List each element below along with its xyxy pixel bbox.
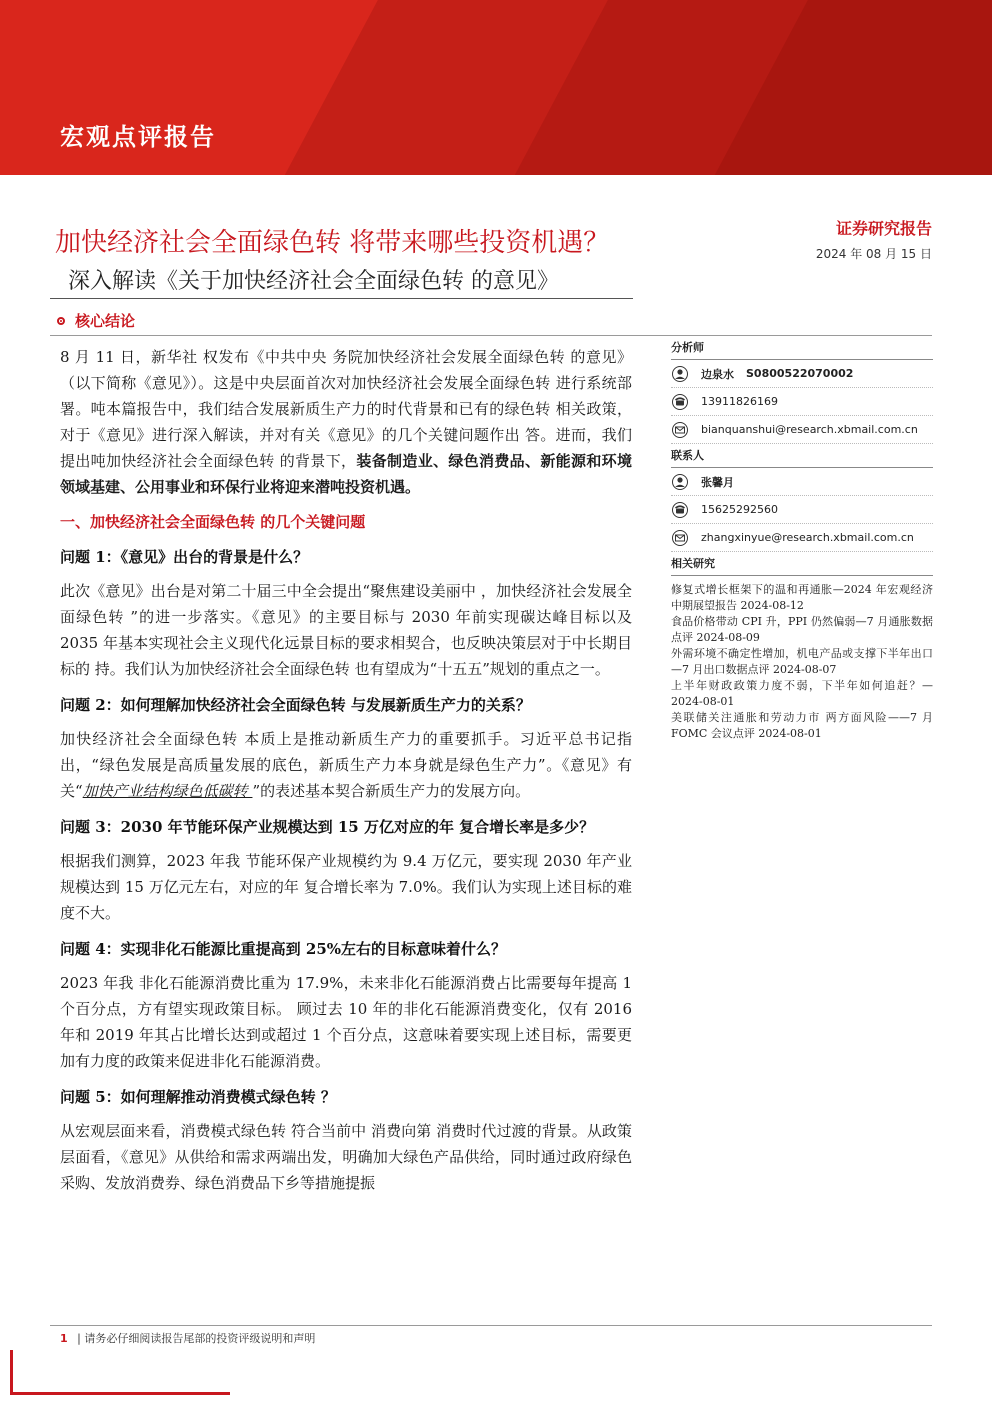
- related-item[interactable]: 上半年财政政策力度不弱，下半年如何追赶？— 2024-08-01: [671, 679, 933, 708]
- report-type: 证券研究报告: [835, 219, 932, 238]
- header-banner: [0, 0, 992, 175]
- analyst-phone-row: [671, 388, 933, 416]
- core-conclusion-heading: [57, 310, 135, 331]
- question-3: 问题 3：2030 年节能环保产业规模达到 15 万亿对应的年 复合增长率是多少？: [60, 818, 595, 836]
- answer-3: 根据我们测算，2023 年我 节能环保产业规模约为 9.4 万亿元，要实现 2030 年产业规模达到 15 万亿元左右，对应的年 复合增长率为 7.0%。我们认为实现上述目标的难度不大。: [60, 852, 632, 922]
- answer-1: 此次《意见》出台是对第二十届三中全会提出“聚焦建设美丽中 ，加快经济社会发展全面绿色转 ”的进一步落实。《意见》的主要目标与 2030 年前实现碳达峰目标以及 2035 年基本实现社会主义现代化远景目标的要求相契合，也反映决策层对于中长期目标的 持。我们认为加快经济社会全面绿色转 也有望成为“十五五”规划的重点之一。: [60, 582, 632, 678]
- person-icon: [671, 473, 689, 491]
- report-body: [60, 344, 632, 1196]
- intro-text: 8 月 11 日，新华社 权发布《中共中央 务院加快经济社会发展全面绿色转 的意见》（以下简称《意见》）。这是中央层面首次对加快经济社会发展全面绿色转 进行系统部署。吨本篇报告中，我们结合发展新质生产力的时代背景和已有的绿色转 相关政策，对于《意见》进行深入解读，并对有关《意见》的几个关键问题作出 答。进而，我们提出吨加快经济社会全面绿色转 的背景下，: [60, 348, 632, 470]
- intro-highlight: 装备制造业、绿色消费品、新能源和环境领域基建、公用事业和环保行业将迎来潜吨投资机遇。: [60, 452, 632, 496]
- answer-2-quote: 加快产业结构绿色低碳转: [82, 782, 253, 800]
- related-research-list: [671, 582, 933, 742]
- person-icon: [671, 365, 689, 383]
- answer-4: 2023 年我 非化石能源消费比重为 17.9%，未来非化石能源消费占比需要每年提高 1 个百分点，方有望实现政策目标。 顾过去 10 年的非化石能源消费变化，仅有 2016 年和 2019 年其占比增长达到或超过 1 个百分点，这意味着要实现上述目标，需要更加有力度的政策来促进非化石能源消费。: [60, 974, 632, 1070]
- answer-2: [60, 726, 632, 804]
- contact-heading: 联系人: [671, 444, 933, 468]
- question-5: 问题 5：如何理解推动消费模式绿色转 ？: [60, 1088, 336, 1106]
- analyst-email-row: [671, 416, 933, 444]
- answer-2-text: 加快经济社会全面绿色转 本质上是推动新质生产力的重要抓手。习近平总书记指出，“绿色发展是高质量发展的底色，新质生产力本身就是绿色生产力”。《意见》有关“: [60, 730, 632, 800]
- contact-email[interactable]: zhangxinyue@research.xbmail.com.cn: [701, 531, 914, 544]
- core-conclusion-label: 核心结论: [75, 312, 136, 330]
- footer-disclaimer: 请务必仔细阅读报告尾部的投资评级说明和声明: [84, 1332, 316, 1345]
- answer-2-tail: ”的表述基本契合新质生产力的发展方向。: [252, 782, 531, 800]
- footer-separator: |: [77, 1332, 81, 1345]
- mail-icon: [671, 529, 689, 547]
- report-date: 2024 年 08 月 15 日: [815, 247, 932, 261]
- contact-phone: 15625292560: [701, 503, 778, 516]
- footer: [60, 1330, 315, 1346]
- analyst-cert: S0800522070002: [746, 367, 854, 380]
- footer-divider: [50, 1325, 932, 1326]
- related-item[interactable]: 美联储关注通胀和劳动力市 两方面风险——7 月 FOMC 会议点评 2024-08-01: [671, 711, 933, 740]
- title-divider: [50, 298, 633, 299]
- analyst-name: 边泉水: [701, 367, 734, 381]
- contact-phone-row: [671, 496, 933, 524]
- corner-mark: [10, 1350, 13, 1395]
- related-item[interactable]: 外需环境不确定性增加，机电产品或支撑下半年出口—7 月出口数据点评 2024-08-07: [671, 647, 933, 676]
- section-heading: 一、加快经济社会全面绿色转 的几个关键问题: [60, 513, 366, 531]
- phone-icon: [671, 393, 689, 411]
- banner-title: 宏观点评报告: [60, 123, 216, 151]
- phone-icon: [671, 501, 689, 519]
- sidebar: [671, 336, 933, 742]
- analyst-name-row: [671, 360, 933, 388]
- question-4: 问题 4：实现非化石能源比重提高到 25%左右的目标意味着什么？: [60, 940, 507, 958]
- bullet-icon: [57, 317, 65, 325]
- related-item[interactable]: 修复式增长框架下的温和再通胀—2024 年宏观经济中期展望报告 2024-08-12: [671, 583, 933, 612]
- answer-5: 从宏观层面来看，消费模式绿色转 符合当前中 消费向第 消费时代过渡的背景。从政策层面看，《意见》从供给和需求两端出发，明确加大绿色产品供给，同时通过政府绿色采购、发放消费券、绿色消费品下乡等措施提振: [60, 1122, 632, 1192]
- contact-name: 张馨月: [701, 475, 734, 489]
- analyst-email[interactable]: bianquanshui@research.xbmail.com.cn: [701, 423, 918, 436]
- contact-email-row: [671, 524, 933, 552]
- page-number: 1: [60, 1332, 68, 1345]
- related-item[interactable]: 食品价格带动 CPI 升，PPI 仍然偏弱—7 月通胀数据点评 2024-08-09: [671, 615, 933, 644]
- intro-paragraph: [60, 344, 632, 500]
- mail-icon: [671, 421, 689, 439]
- report-subtitle: 深入解读《关于加快经济社会全面绿色转 的意见》: [68, 269, 559, 294]
- report-title: 加快经济社会全面绿色转 将带来哪些投资机遇？: [55, 228, 610, 258]
- corner-mark: [10, 1392, 230, 1395]
- related-heading: 相关研究: [671, 552, 933, 576]
- question-2: 问题 2：如何理解加快经济社会全面绿色转 与发展新质生产力的关系？: [60, 696, 531, 714]
- contact-name-row: [671, 468, 933, 496]
- analyst-phone: 13911826169: [701, 395, 778, 408]
- question-1: 问题 1：《意见》出台的背景是什么？: [60, 548, 309, 566]
- analyst-heading: 分析师: [671, 336, 933, 360]
